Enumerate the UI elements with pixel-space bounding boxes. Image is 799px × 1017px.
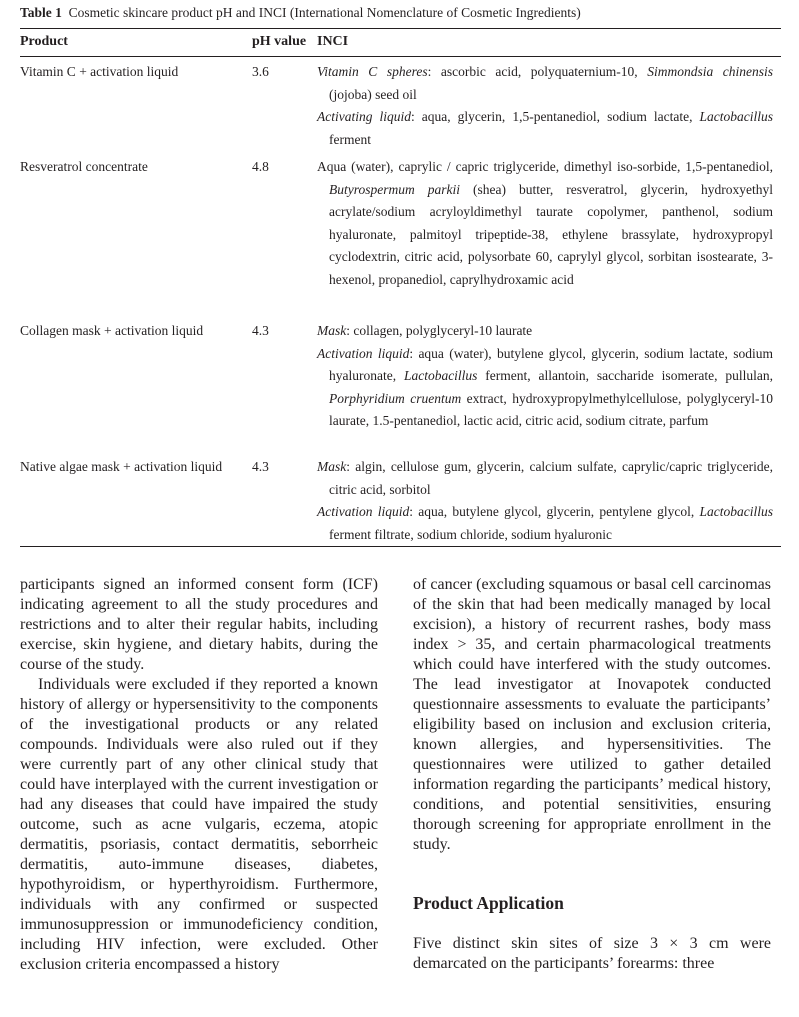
product-cell: Resveratrol concentrate (20, 159, 148, 174)
header-ph: pH value (252, 34, 307, 49)
inci-run: (jojoba) seed oil (329, 86, 417, 102)
body-column-right (413, 575, 771, 974)
body-paragraph: participants signed an informed consent form (ICF) indicating agreement to all the study procedures and restrictions and to alter their regular habits, including exercise, skin hygiene, and dietary habits, during the course of the study. (20, 576, 378, 673)
inci-run: Butyrospermum parkii (329, 181, 460, 197)
inci-run: : collagen, polyglyceryl-10 laurate (346, 323, 533, 338)
body-paragraph: Individuals were excluded if they reported a known history of allergy or hypersensitivity to the components of the investigational products or any related compounds. Individuals were also ruled out if they were currently part of any other clinical study that could have interplayed with the current investigation or had any diseases that could have impaired the study outcome, such as acne vulgaris, eczema, atopic dermatitis, psoriasis, contact dermatitis, seborrheic dermatitis, auto-immune diseases, diabetes, hypothyroidism, or hyperthyroidism. Furthermore, individuals with any confirmed or suspected immunosuppression or immunodeficiency condition, including HIV infection, were excluded. Other exclusion criteria encompassed a history (20, 676, 378, 973)
product-cell: Vitamin C + activation liquid (20, 64, 179, 79)
inci-paragraph (317, 343, 773, 433)
inci-run: Porphyridium cruentum (329, 390, 462, 406)
inci-run: : ascorbic acid, polyquaternium-10, (427, 64, 648, 79)
inci-cell (317, 156, 773, 291)
inci-cell (317, 456, 773, 546)
table-bottom-rule (20, 546, 781, 547)
inci-run: : aqua, glycerin, 1,5-pentanediol, sodium lactate, (411, 109, 700, 124)
inci-run: ferment (329, 131, 371, 147)
inci-run: Lactobacillus (403, 368, 478, 383)
inci-cell (317, 61, 773, 151)
table-top-rule (20, 28, 781, 29)
table-label: Table 1 (20, 5, 62, 20)
inci-paragraph (317, 501, 773, 546)
inci-run: (shea) butter, resveratrol, glycerin, hydroxyethyl acrylate/sodium acryloyldimethyl taurate copolymer, panthenol, sodium hyaluronate, palmitoyl tripeptide-38, ethylene brassylate, hydroxypropyl cyclodextrin, citric acid, polysorbate 60, caprylyl glycol, sorbitan isostearate, 3-hexenol, propanediol, caprylhydroxamic acid (329, 181, 773, 287)
ph-cell: 4.3 (252, 323, 269, 338)
inci-run: Aqua (water), caprylic / capric triglyceride, dimethyl iso-sorbide, 1,5-pentanediol, (317, 159, 773, 174)
inci-paragraph (317, 156, 773, 291)
body-paragraph: of cancer (excluding squamous or basal cell carcinomas of the skin that had been medically managed by local excision), a history of recurrent rashes, body mass index > 35, and certain pharmacological treatments which could have interfered with the study outcomes. The lead investigator at Inovapotek conducted questionnaire assessments to evaluate the participants’ eligibility based on inclusion and exclusion criteria, known allergies, and hypersensitivities. The questionnaires were utilized to gather detailed information regarding the participants’ medical history, conditions, and potential sensitivities, ensuring thorough screening for appropriate enrollment in the study. (413, 576, 771, 853)
inci-run: : aqua, butylene glycol, glycerin, pentylene glycol, (409, 504, 700, 519)
ph-cell: 4.8 (252, 159, 269, 174)
product-cell: Collagen mask + activation liquid (20, 323, 204, 338)
ph-cell: 3.6 (252, 64, 269, 79)
inci-run: Lactobacillus (699, 109, 773, 124)
header-inci: INCI (317, 34, 349, 49)
section-heading: Product Application (413, 893, 564, 913)
ph-cell: 4.3 (252, 459, 269, 474)
body-column-left (20, 575, 378, 975)
inci-run: extract, hydroxypropylmethylcellulose, polyglyceryl-10 laurate, 1.5-pentanediol, lactic acid, citric acid, sodium citrate, parfum (329, 390, 774, 428)
inci-run: Activation liquid (317, 345, 410, 361)
inci-run: Activating liquid (317, 109, 412, 124)
inci-run: Simmondsia chinensis (647, 64, 773, 79)
inci-paragraph (317, 320, 773, 343)
inci-run: Lactobacillus (699, 504, 773, 519)
table-header-rule (20, 56, 781, 57)
inci-run: ferment filtrate, sodium chloride, sodium hyaluronic (329, 526, 613, 542)
product-cell: Native algae mask + activation liquid (20, 459, 223, 474)
inci-paragraph (317, 61, 773, 106)
header-product: Product (20, 34, 68, 49)
inci-run: Activation liquid (317, 504, 410, 519)
inci-paragraph (317, 456, 773, 501)
inci-run: : algin, cellulose gum, glycerin, calcium sulfate, caprylic/capric triglyceride, citric acid, sorbitol (329, 459, 773, 497)
inci-run: Mask (317, 459, 347, 474)
inci-cell (317, 320, 773, 433)
inci-paragraph (317, 106, 773, 151)
table-caption-text: Cosmetic skincare product pH and INCI (International Nomenclature of Cosmetic Ingredients) (68, 5, 581, 20)
inci-run: Vitamin C spheres (317, 64, 428, 79)
inci-run: : aqua (water), butylene glycol, glycerin, sodium lactate, sodium hyaluronate, (329, 345, 773, 383)
inci-run: Mask (317, 323, 347, 338)
body-paragraph: Five distinct skin sites of size 3 × 3 cm were demarcated on the participants’ forearms: three (413, 935, 771, 972)
inci-run: ferment, allantoin, saccharide isomerate, pullulan, (477, 368, 773, 383)
table-caption (20, 5, 581, 21)
